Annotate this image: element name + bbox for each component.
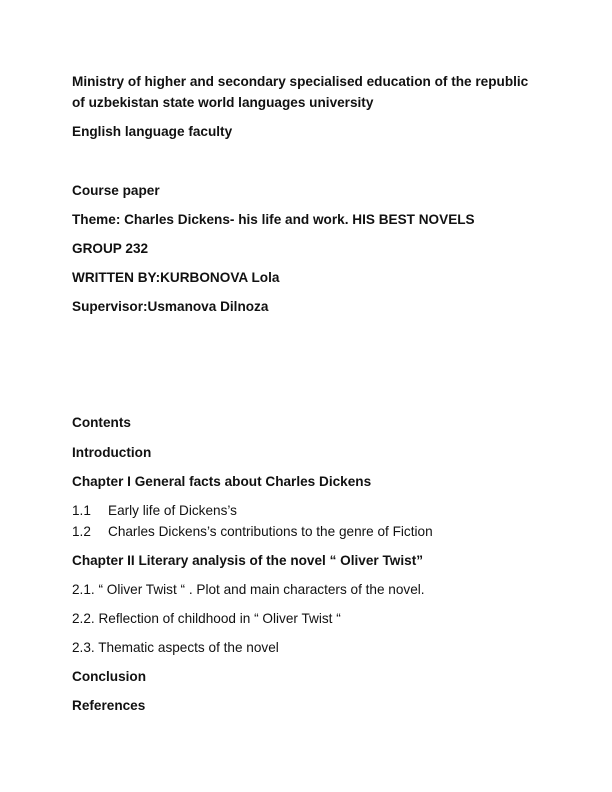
toc-section-2-1: 2.1. “ Oliver Twist “ . Plot and main characters of the novel. bbox=[72, 582, 425, 597]
ministry-line-2: of uzbekistan state world languages university bbox=[72, 95, 374, 110]
toc-section-1-2-number: 1.2 bbox=[72, 524, 91, 539]
toc-section-1-1-text: Early life of Dickens’s bbox=[108, 503, 237, 518]
group-line: GROUP 232 bbox=[72, 241, 149, 256]
toc-chapter-2: Chapter II Literary analysis of the novel “ Oliver Twist” bbox=[72, 553, 424, 568]
contents-title: Contents bbox=[72, 415, 131, 430]
toc-references: References bbox=[72, 698, 146, 713]
toc-section-1-1 bbox=[72, 502, 237, 520]
toc-section-2-2: 2.2. Reflection of childhood in “ Oliver Twist “ bbox=[72, 611, 341, 626]
toc-conclusion: Conclusion bbox=[72, 669, 147, 684]
theme-line: Theme: Charles Dickens- his life and work. HIS BEST NOVELS bbox=[72, 212, 475, 227]
supervisor-line: Supervisor:Usmanova Dilnoza bbox=[72, 299, 269, 314]
faculty-line: English language faculty bbox=[72, 124, 233, 139]
course-paper-line: Course paper bbox=[72, 183, 160, 198]
ministry-line-1: Ministry of higher and secondary specialised education of the republic bbox=[72, 74, 529, 89]
written-by-line: WRITTEN BY:KURBONOVA Lola bbox=[72, 270, 280, 285]
toc-section-1-2-text: Charles Dickens’s contributions to the genre of Fiction bbox=[108, 524, 433, 539]
toc-section-1-1-number: 1.1 bbox=[72, 503, 91, 518]
toc-introduction: Introduction bbox=[72, 445, 152, 460]
toc-section-1-2 bbox=[72, 523, 433, 541]
toc-section-2-3: 2.3. Thematic aspects of the novel bbox=[72, 640, 279, 655]
toc-chapter-1: Chapter I General facts about Charles Dickens bbox=[72, 474, 372, 489]
